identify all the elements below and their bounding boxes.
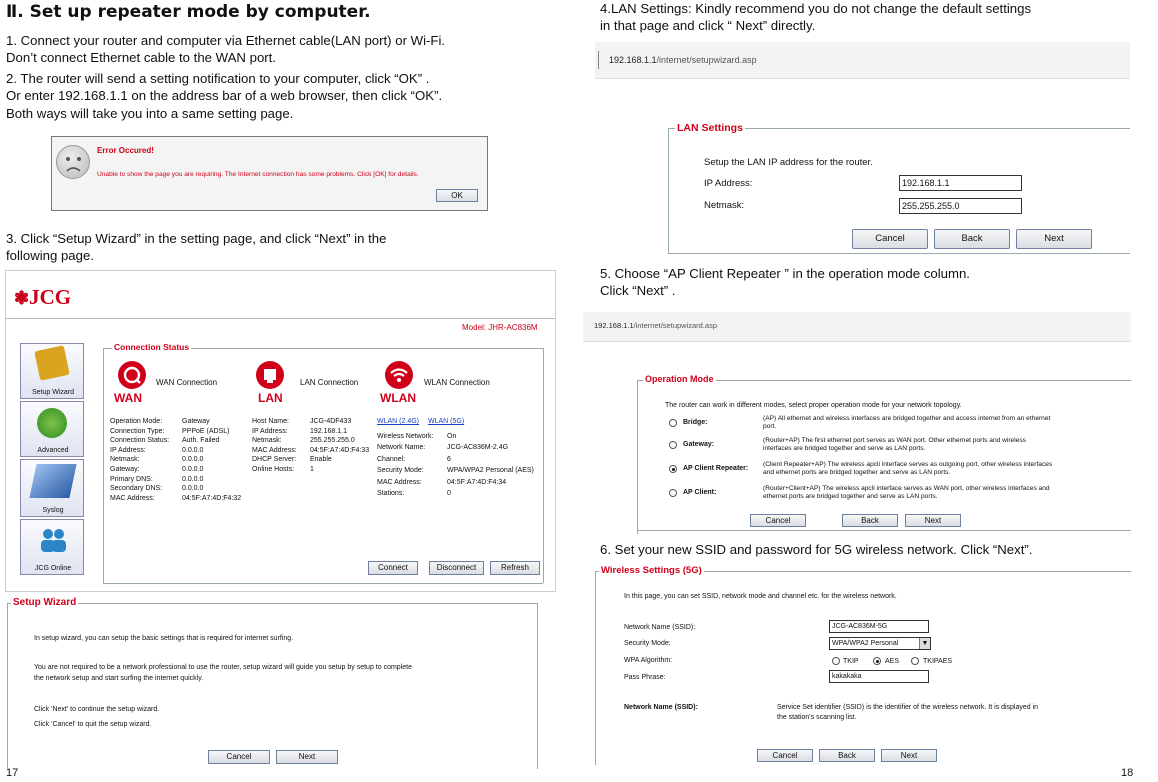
lan-row-value: 255.255.255.0 [310,437,355,445]
op-back-button[interactable]: Back [842,514,898,527]
gear-icon [37,408,67,438]
wan-row-value: 0.0.0.0 [182,456,204,464]
op-mode-option-label: AP Client: [683,489,717,496]
wan-row-value: Gateway [182,418,210,425]
lan-intro: Setup the LAN IP address for the router. [704,157,873,168]
step6-text: 6. Set your new SSID and password for 5G wireless network. Click “Next”. [600,542,1033,557]
lan-details [252,417,370,475]
wlan-row-value: WPA/WPA2 Personal (AES) [447,467,534,475]
error-title: Error Occured! [97,146,154,155]
page-number-right: 18 [1121,767,1134,779]
wizard-icon [34,345,70,381]
step4-text: 4.LAN Settings: Kindly recommend you do not change the default settings in that page and click “ Next” directly. [600,1,1032,34]
wan-row-label: Gateway: [110,465,140,473]
op-mode-option-desc: interfaces are bridged together and serve as LAN ports. [763,445,926,452]
model-label: Model: JHR-AC836M [462,323,538,332]
op-mode-option-desc: (Router+AP) The first ethernet port serves as WAN port. Other ethernet ports and wireless [763,437,1026,444]
wan-row-label: Connection Type: [110,427,165,435]
wan-globe-icon [118,361,146,389]
wireless-intro: In this page, you can set SSID, network mode and channel etc. for the wireless network. [624,593,897,600]
lan-label: LAN [258,391,283,405]
ssid-help-line-2: the station's scanning list. [777,714,857,721]
page-number-left: 17 [6,767,19,779]
ip-address-label: IP Address: [704,178,753,189]
wan-label: WAN [114,391,142,405]
step5-text: 5. Choose “AP Client Repeater ” in the operation mode column. Click “Next” . [600,266,970,299]
address-bar[interactable]: 192.168.1.1/internet/setupwizard.asp [595,42,1130,79]
op-mode-radio[interactable] [669,419,677,427]
security-mode-label: Security Mode: [624,640,671,647]
op-mode-option-desc: ethernet ports are bridged together and serve as LAN ports. [763,493,938,500]
jcg-logo: ❃JCG [14,285,72,309]
op-mode-option-label: Gateway: [683,441,715,448]
sad-face-icon [56,145,90,179]
step1-text: 1. Connect your router and computer via Ethernet cable(LAN port) or Wi-Fi. Don’t connect Ethernet cable to the WAN port. [6,33,446,66]
ssid-input[interactable]: JCG-AC836M-5G [829,620,929,633]
lan-cancel-button[interactable]: Cancel [852,229,928,249]
lan-row [252,446,370,456]
wireless-back-button[interactable]: Back [819,749,875,762]
step3-text: 3. Click “Setup Wizard” in the setting page, and click “Next” in the following page. [6,231,387,264]
nav-jcg-online[interactable]: JCG Online [20,519,84,575]
lan-port-icon [256,361,284,389]
tkipaes-label: TKIPAES [923,658,953,665]
wan-row-value: 0.0.0.0 [182,475,204,483]
wan-details [110,417,242,503]
wan-row-value: 0.0.0.0 [182,485,204,493]
lan-row-value: JCG-4DF433 [310,418,352,425]
nav-syslog[interactable]: Syslog [20,459,84,517]
wlan-row-label: Wireless Network: [377,433,434,440]
lan-settings-title: LAN Settings [677,122,743,134]
chevron-down-icon: ▼ [919,638,930,649]
wan-row-label: Primary DNS: [110,475,153,483]
wlan-row-value: 0 [447,489,451,497]
op-mode-option-desc: (AP) All ethernet and wireless interfaces are bridged together and access internet from an ethernet [763,415,1051,422]
wan-row-label: IP Address: [110,446,146,454]
wlan-row [377,442,509,453]
ok-button[interactable]: OK [436,189,478,202]
wlan-row [377,488,451,499]
wan-row-label: Netmask: [110,456,140,464]
lan-row-label: DHCP Server: [252,456,297,464]
nav-setup-wizard[interactable]: Setup Wizard [20,343,84,399]
lan-settings-screenshot [595,42,1130,254]
lan-row [252,436,355,446]
disconnect-button[interactable]: Disconnect [429,561,484,575]
lan-row [252,455,332,465]
wan-row-value: 0.0.0.0 [182,446,204,454]
wlan-row-label: Channel: [377,455,406,463]
refresh-button[interactable]: Refresh [490,561,540,575]
lan-row-value: 1 [310,465,314,473]
wan-row [110,436,220,446]
wlan-row [377,477,507,488]
lan-row [252,417,352,427]
lan-title: LAN Connection [300,378,359,387]
op-mode-option-label: AP Client Repeater: [683,465,749,472]
wan-row [110,475,204,485]
operation-mode-screenshot [583,312,1131,535]
op-mode-option-desc: (Client Repeater+AP) The wireless apcli interface serves as outgoing port, other wireless interfaces [763,461,1053,468]
wlan-label: WLAN [380,391,416,405]
error-message: Unable to show the page you are requiring. The Internet connection has some problems. Click [OK] for details. [97,171,419,178]
tab-wlan-5g[interactable]: WLAN (5G) [428,418,465,425]
operation-mode-title: Operation Mode [645,374,714,384]
wlan-row-label: Security Mode: [377,467,424,475]
op-mode-radio[interactable] [669,489,677,497]
wizard-line-3: the network setup and start surfing the internet quickly. [34,675,204,682]
nav-advanced[interactable]: Advanced [20,401,84,457]
op-next-button[interactable]: Next [905,514,961,527]
error-dialog [51,136,488,211]
wizard-next-button[interactable]: Next [276,750,338,764]
wan-row [110,446,204,456]
wan-row-value: PPPoE (ADSL) [182,427,230,435]
wlan-row-value: On [447,433,457,440]
security-mode-select[interactable]: WPA/WPA2 Personal ▼ [829,637,931,650]
wan-row [110,427,230,437]
router-status-screenshot [5,270,556,592]
op-mode-intro: The router can work in different modes, select proper operation mode for your network topology. [665,402,962,409]
lan-row-value: Enable [310,456,332,464]
tkipaes-radio[interactable] [911,657,919,665]
wlan-row-value: 6 [447,455,451,463]
wizard-line-1: In setup wizard, you can setup the basic settings that is required for internet surfing. [34,635,294,642]
wlan-row [377,431,457,442]
lan-row-label: IP Address: [252,427,288,435]
folder-icon [29,464,76,498]
wizard-line-5: Click 'Cancel' to quit the setup wizard. [34,721,152,728]
step2-text: 2. The router will send a setting notification to your computer, click “OK” . Or enter 192.168.1.1 on the address bar of a web browser, then click “OK”. Both ways will take you into a same setting page. [6,71,443,121]
tkip-radio[interactable] [832,657,840,665]
op-mode-radio[interactable] [669,441,677,449]
lan-back-button[interactable]: Back [934,229,1010,249]
wlan-row-value: JCG-AC836M-2.4G [447,444,509,452]
address-bar-2[interactable]: 192.168.1.1/internet/setupwizard.asp [583,312,1131,342]
section-heading: Ⅱ. Set up repeater mode by computer. [6,2,371,22]
wan-row [110,455,204,465]
wlan-title: WLAN Connection [424,378,490,387]
netmask-label: Netmask: [704,200,745,211]
wan-row-value: 04:5F:A7:4D:F4:32 [182,494,242,502]
wan-row-label: Connection Status: [110,437,170,445]
wan-row-value: 0.0.0.0 [182,465,204,473]
op-mode-option-desc: and ethernet ports are bridged together and serve as LAN ports. [763,469,951,476]
wan-row [110,484,204,494]
wan-row [110,494,242,504]
connection-status-title: Connection Status [114,342,190,352]
lan-row-label: Online Hosts: [252,465,295,473]
ip-address-input[interactable]: 192.168.1.1 [899,175,1022,191]
wireless-next-button[interactable]: Next [881,749,937,762]
op-mode-option-desc: port. [763,423,777,430]
lan-row-value: 192.168.1.1 [310,427,347,435]
pass-phrase-label: Pass Phrase: [624,674,666,681]
wpa-algorithm-label: WPA Algorithm: [624,657,673,664]
wan-row-label: Secondary DNS: [110,485,163,493]
wan-row [110,465,204,475]
wizard-cancel-button[interactable]: Cancel [208,750,270,764]
wan-row [110,417,210,427]
tab-wlan-24g[interactable]: WLAN (2.4G) [377,418,420,425]
users-icon [39,526,67,554]
lan-row [252,427,347,437]
lan-row-value: 04:5F:A7:4D:F4:33 [310,446,370,454]
lan-row-label: MAC Address: [252,446,297,454]
op-mode-option-desc: (Router+Client+AP) The wireless apcli interface serves as WAN port, other wireless interfaces and [763,485,1050,492]
wlan-row-label: Network Name: [377,444,426,452]
aes-label: AES [885,658,900,665]
wireless-cancel-button[interactable]: Cancel [757,749,813,762]
wireless-settings-screenshot [593,562,1133,766]
ssid-help-label: Network Name (SSID): [624,704,698,711]
setup-wizard-screenshot [5,596,556,770]
wlan-row [377,465,534,476]
netmask-input[interactable]: 255.255.255.0 [899,198,1022,214]
lan-row-label: Host Name: [252,418,289,425]
op-cancel-button[interactable]: Cancel [750,514,806,527]
setup-wizard-title: Setup Wizard [13,597,77,608]
op-mode-radio[interactable] [669,465,677,473]
ssid-label: Network Name (SSID): [624,624,696,631]
wifi-icon [385,361,413,389]
lan-row-label: Netmask: [252,437,282,445]
op-mode-option-label: Bridge: [683,419,708,426]
wlan-row [377,454,451,465]
wan-row-label: MAC Address: [110,494,155,502]
aes-radio[interactable] [873,657,881,665]
pass-phrase-input[interactable]: kakakaka [829,670,929,683]
wizard-line-2: You are not required to be a network professional to use the router, setup wizard will guide you setup by setup to complete [34,664,412,671]
tkip-label: TKIP [843,658,859,665]
ssid-help-line-1: Service Set identifier (SSID) is the identifier of the wireless network. It is displayed in [777,704,1039,711]
wireless-settings-title: Wireless Settings (5G) [601,565,702,576]
wan-row-label: Operation Mode: [110,418,163,425]
wan-title: WAN Connection [156,378,218,387]
wan-row-value: Auth. Failed [182,437,220,445]
wlan-row-value: 04:5F:A7:4D:F4:34 [447,478,507,486]
lan-next-button[interactable]: Next [1016,229,1092,249]
wlan-row-label: MAC Address: [377,478,422,486]
lan-row [252,465,314,475]
wizard-line-4: Click 'Next' to continue the setup wizard. [34,706,160,713]
connect-button[interactable]: Connect [368,561,418,575]
wlan-row-label: Stations: [377,489,405,497]
wlan-details [377,431,534,499]
